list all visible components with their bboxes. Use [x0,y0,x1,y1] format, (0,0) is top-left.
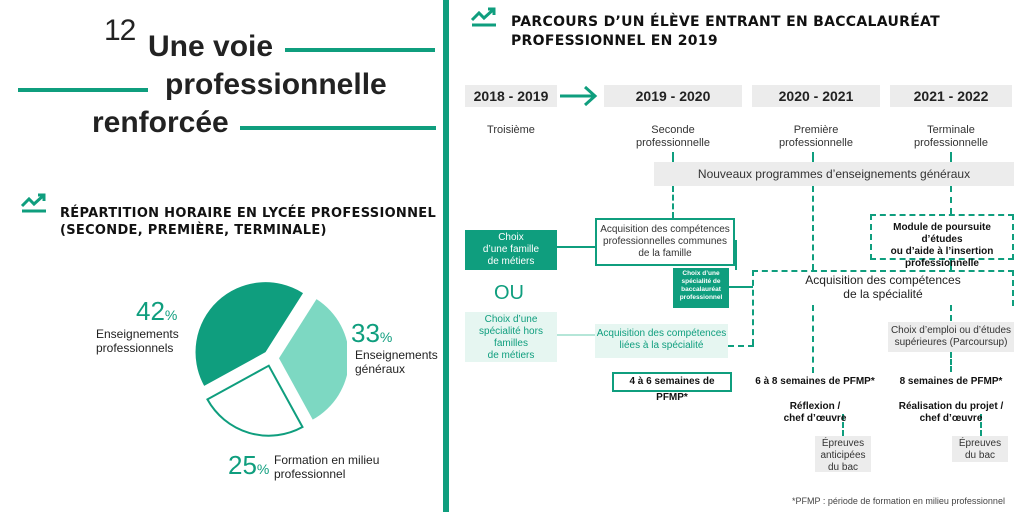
level-line: Troisième [487,124,535,136]
arrow-right-icon [560,84,600,108]
solid-connector [729,286,753,288]
box-line: d’une famille [482,244,540,255]
box-line: professionnelle [905,258,979,269]
box-line: Acquisition des compétences [805,273,961,287]
box-line: Choix d’emploi ou d’études [890,325,1012,336]
dashed-connector [1012,270,1014,306]
pct-33-value: 33 [351,318,380,348]
label-line: généraux [355,362,406,376]
box-line: ou d’aide à l’insertion [890,246,994,257]
pct-25-value: 25 [228,450,257,480]
box-line: familles [494,338,528,349]
solid-connector [557,334,595,336]
label-line: Formation en milieu [274,453,380,467]
module-poursuite-box [870,214,1014,269]
box-line: de métiers [487,256,535,267]
box-line: Acquisition des compétences [596,328,727,339]
label-line: professionnel [274,467,346,481]
choix-hors-famille-box [465,312,557,362]
choix-emploi-box [888,322,1014,352]
acquisition-specialite-box [754,270,1012,306]
box-line: professionnelles communes [603,236,727,247]
pct-42-value: 42 [136,296,165,326]
box-line: Réflexion / [789,401,841,412]
section-title-left [60,205,436,239]
acquisition-communes-box [595,218,735,266]
title-rule-1 [285,48,435,52]
level-line: Première [793,124,839,136]
level-line: Seconde [651,124,695,136]
footnote: *PFMP : période de formation en milieu professionnel [792,496,1005,506]
dashed-connector [812,186,814,270]
title-rule-3 [240,126,436,130]
solid-connector [557,246,595,248]
epreuves-bac-box [952,436,1008,462]
dashed-connector [672,152,674,162]
box-line: chef d’œuvre [783,413,847,424]
section-title-line-1: PARCOURS D’UN ÉLÈVE ENTRANT EN BACCALAURÉAT [511,14,940,30]
section-title-line-2: (SECONDE, PREMIÈRE, TERMINALE) [60,223,327,238]
box-line: Épreuves [958,438,1002,449]
section-title-line-1: RÉPARTITION HORAIRE EN LYCÉE PROFESSIONNEL [60,206,437,221]
year-2019-2020: 2019 - 2020 [604,85,742,107]
box-line: spécialité hors [479,326,543,337]
pie-chart [195,280,347,448]
year-2018-2019: 2018 - 2019 [465,85,557,107]
pfmp-terminale: 8 semaines de PFMP* [899,376,1003,387]
dashed-connector [950,186,952,214]
nouveaux-programmes-bar: Nouveaux programmes d’enseignements généraux [654,162,1014,186]
pct-33 [351,318,392,349]
title-rule-2 [18,88,148,92]
section-title-right [511,13,940,51]
choix-specialite-box [673,268,729,308]
title-line-2: professionnelle [165,68,387,101]
solid-connector [735,240,737,270]
choix-famille-box [465,230,557,270]
acquisition-liees-box [595,324,728,358]
pct-33-unit: % [379,329,393,345]
box-line: anticipées [820,450,866,461]
box-line: baccalauréat [681,286,721,293]
dashed-connector [812,305,814,373]
title-line-3: renforcée [92,106,229,139]
label-milieu-pro [274,453,379,481]
reflexion-label [760,401,870,425]
dashed-connector [950,305,952,321]
box-line: du bac [827,462,859,473]
section-title-line-2: PROFESSIONNEL EN 2019 [511,33,718,49]
dashed-connector [672,186,674,218]
label-line: Enseignements [355,348,438,362]
trend-up-icon [470,6,498,28]
level-line: Terminale [927,124,975,136]
ou-label: OU [494,282,524,304]
pct-42 [136,296,177,327]
box-line: liées à la spécialité [619,340,704,351]
dashed-connector [728,345,754,347]
level-terminale [890,124,1012,150]
level-line: professionnelle [914,137,988,149]
epreuves-anticipees-box [815,436,871,472]
level-seconde [610,124,736,150]
level-line: professionnelle [636,137,710,149]
box-line: du bac [964,450,996,461]
box-line: Choix [498,232,524,243]
box-line: Épreuves [821,438,865,449]
year-2021-2022: 2021 - 2022 [890,85,1012,107]
box-line: Réalisation du projet / [898,401,1004,412]
level-line: professionnelle [779,137,853,149]
trend-up-icon [20,192,48,214]
dashed-connector [812,152,814,162]
pct-25 [228,450,269,481]
pfmp-premiere: 6 à 8 semaines de PFMP* [755,376,875,387]
box-line: Choix d’une [484,314,538,325]
box-line: Module de poursuite d’études [893,222,991,245]
vertical-divider [443,0,449,512]
box-line: professionnel [679,294,723,301]
title-line-1: Une voie [148,30,274,63]
label-line: professionnels [96,341,174,355]
box-line: de la famille [638,248,692,259]
label-generaux [355,348,438,376]
dashed-connector [950,152,952,162]
box-line: de métiers [487,350,535,361]
pct-42-unit: % [164,307,178,323]
label-professionnels [96,327,179,355]
realisation-label [892,401,1010,425]
dashed-connector [950,352,952,372]
pct-25-unit: % [256,461,270,477]
box-line: de la spécialité [843,287,923,301]
label-line: Enseignements [96,327,179,341]
box-line: spécialité de [681,278,721,285]
box-line: supérieures (Parcoursup) [894,337,1008,348]
box-line: Choix d’une [682,270,720,277]
box-line: Acquisition des compétences [600,224,730,235]
level-premiere [752,124,880,150]
box-line: chef d’œuvre [919,413,983,424]
page-number: 12 [104,14,136,47]
level-troisieme [465,124,557,137]
pfmp-seconde: 4 à 6 semaines de PFMP* [612,372,732,392]
year-2020-2021: 2020 - 2021 [752,85,880,107]
